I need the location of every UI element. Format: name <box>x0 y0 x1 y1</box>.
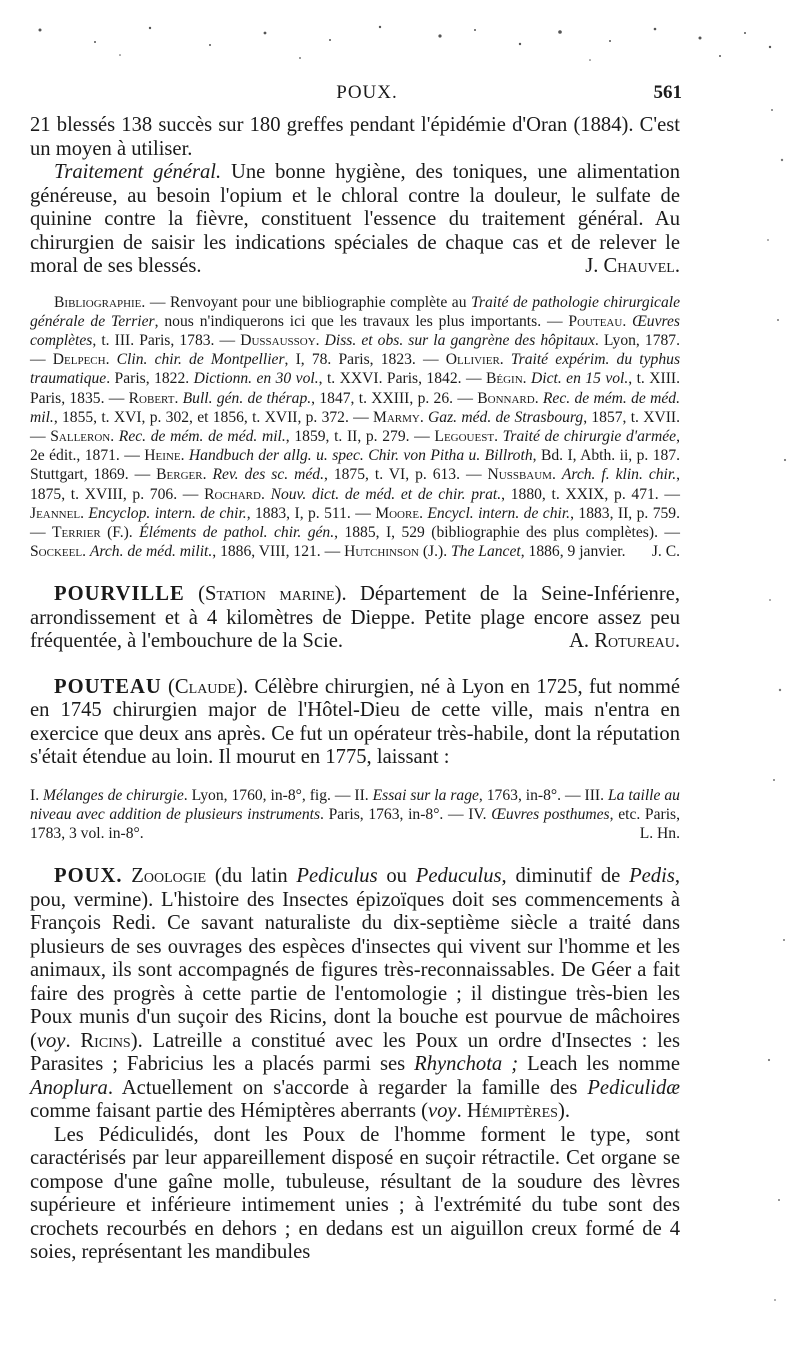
text-run: comme faisant partie des Hémiptères aberrants ( <box>30 1100 428 1123</box>
text-run: , 1763, in-8°. — III. <box>478 786 608 804</box>
italic-run: Bull. gén. de thérap. <box>182 389 312 407</box>
small-caps-run: Bégin <box>485 370 523 388</box>
italic-run: Œuvres complètes <box>30 312 680 349</box>
bibliography-signature: J. C. <box>651 543 680 561</box>
italic-run: Pedis <box>629 865 675 888</box>
small-caps-run: Salleron <box>50 427 111 445</box>
text-run: . <box>105 351 117 369</box>
text-run: , 1880, t. XXIX, p. 471. — <box>501 485 680 503</box>
text-run: . <box>456 1100 467 1123</box>
text-run: . <box>534 389 543 407</box>
italic-run: voy <box>36 1029 66 1052</box>
text-run: . <box>622 312 633 330</box>
italic-run: Rec. de mém. de méd. mil. <box>30 389 681 426</box>
text-run: (J.). <box>418 543 451 561</box>
text-run: , 1883, II, p. 759. — <box>30 504 680 541</box>
text-run: , diminutif de <box>501 865 630 888</box>
small-caps-run: Ollivier <box>445 351 500 369</box>
entry-qualifier: (Station marine). <box>198 583 347 606</box>
italic-run: Pediculus <box>296 865 378 888</box>
italic-run: Dict. en 15 vol. <box>530 370 629 388</box>
text-run: . Lyon, 1787. — <box>30 331 680 369</box>
text-run: , Bd. I, Abth. ii, p. 187. Stuttgart, 1869. — <box>30 447 681 484</box>
text-run: . Lyon, 1760, in-8°, fig. — II. <box>183 786 373 804</box>
entry-text <box>30 865 680 1122</box>
text-run: , nous n'indiquerons ici que les travaux les plus importants. — <box>154 312 569 330</box>
text-run: — Renvoyant pour une bibliographie complète au <box>145 293 472 311</box>
small-caps-run: Ricins <box>80 1029 131 1052</box>
text-run: . Actuellement on s'accorde à regarder la famille des <box>107 1076 588 1099</box>
text-run: . <box>110 427 119 445</box>
text-run: . <box>80 504 89 522</box>
text-run: , I, 78. Paris, 1823. — <box>284 351 446 369</box>
italic-run: Encyclop. intern. de chir. <box>88 504 247 522</box>
italic-run: Traité de chirurgie d'armée <box>502 427 677 445</box>
author-signature: A. Rotureau. <box>569 630 680 653</box>
text-run: . <box>174 389 183 407</box>
small-caps-run: Terrier <box>52 523 101 541</box>
text-run: . <box>494 427 503 445</box>
small-caps-run: Hémiptères <box>466 1100 558 1123</box>
text-run: , 1859, t. II, p. 279. — <box>285 427 435 445</box>
text-run: . <box>419 408 429 426</box>
small-caps-run: Rochard <box>204 485 261 503</box>
italic-run: Gaz. méd. de Strasbourg <box>428 408 584 426</box>
page-body <box>30 114 680 1265</box>
text-run: , 1885, I, 529 (bibliographie des plus complètes). — <box>334 523 680 541</box>
small-caps-run: Sockeel <box>30 543 83 561</box>
entry-poux <box>30 865 680 1265</box>
entry-headword: POURVILLE <box>54 583 185 606</box>
italic-run: Mélanges de chirurgie <box>43 786 184 804</box>
small-caps-run: Robert <box>128 389 175 407</box>
text-run: . <box>202 466 213 484</box>
entry-headword: POUX. <box>54 865 123 888</box>
text-run: , t. XXVI. Paris, 1842. — <box>318 370 486 388</box>
italic-run: Rhynchota ; <box>414 1053 519 1076</box>
author-signature: J. Chauvel. <box>585 255 680 277</box>
small-caps-run: Heine <box>144 447 181 465</box>
text-run: . <box>260 485 271 503</box>
italic-run: Encycl. intern. de chir. <box>427 504 571 522</box>
entry-headword: POUTEAU <box>54 675 162 698</box>
entry-pouteau-text <box>30 676 680 770</box>
italic-run: Arch. de méd. milit. <box>89 543 213 561</box>
small-caps-run: Zoologie <box>131 865 207 888</box>
text-run: . <box>82 543 90 561</box>
paragraph-text: 21 blessés 138 succès sur 180 greffes pendant l'épidémie d'Oran (1884). C'est un moyen à utiliser. <box>30 114 680 160</box>
text-run: (F.). <box>100 523 140 541</box>
text-run: , pou, vermine). L'histoire des Insectes épizoïques doit ses commencements à François Redi. Ce savant naturaliste du dix-septième siècle a traité dans plusieurs de ses ouvrages des espèces d'insectes qui vivent sur l'homme et les animaux, ils sont accompagnés de figures très-reconnaissables. De Géer a fait faire des progrès à cette partie de l'entomologie ; il distingue très-bien les Poux munis d'un suçoir des Ricins, dont la bouche est pourvue de mâchoires ( <box>30 865 680 1052</box>
small-caps-run: Jeannel <box>30 504 81 522</box>
entry-text: Célèbre chirurgien, né à Lyon en 1725, fut nommé en 1745 chirurgien major de l'Hôtel-Dieu de cette ville, mais n'entra en exercice que deux ans après. Ce fut un opérateur très-habile, dont la réputation s'était étendue au loin. Il mourut en 1775, laissant : <box>30 675 680 769</box>
italic-run: Peduculus <box>415 865 502 888</box>
text-run <box>123 865 132 887</box>
text-run: , 1886, VIII, 121. — <box>212 543 345 561</box>
small-caps-run: Legouest <box>434 427 495 445</box>
italic-run: Éléments de pathol. chir. gén. <box>139 523 335 541</box>
page-header <box>52 82 682 108</box>
text-run: Leach les nomme <box>518 1053 680 1076</box>
text-run: , etc. Paris, 1783, 3 vol. in-8°. <box>30 806 681 843</box>
chauvel-paragraph-1 <box>30 114 680 161</box>
section-label: Traitement général. <box>54 161 222 183</box>
text-run: , 1875, t. XVIII, p. 706. — <box>30 466 681 503</box>
text-run: , t. XIII. Paris, 1835. — <box>30 370 680 407</box>
small-caps-run: Moore <box>375 504 420 522</box>
text-run: ). <box>557 1100 570 1123</box>
entry-pouteau-works <box>30 786 680 844</box>
bibliography-label: Bibliographie. <box>54 293 146 311</box>
text-run: (du latin <box>206 865 297 888</box>
italic-run: Anoplura <box>30 1076 108 1099</box>
small-caps-run: Bonnard <box>477 389 535 407</box>
text-run: . <box>65 1029 81 1052</box>
entry-poux-paragraph-2 <box>30 1124 680 1265</box>
italic-run: La taille au niveau avec addition de plusieurs instruments <box>30 786 680 824</box>
text-run: , 1855, t. XVI, p. 302, et 1856, t. XVII, p. 372. — <box>53 408 373 426</box>
bibliography <box>30 293 680 562</box>
italic-run: Rev. des sc. méd. <box>212 466 324 484</box>
italic-run: Handbuch der allg. u. spec. Chir. von Pitha u. Billroth <box>188 447 533 465</box>
bibliography-entries <box>30 294 680 561</box>
text-run: . <box>419 504 428 522</box>
italic-run: Clin. chir. de Montpellier <box>116 351 285 369</box>
scan-edge-noise <box>0 0 800 70</box>
entry-pourville-text <box>30 583 680 654</box>
text-run: , 1875, t. VI, p. 613. — <box>323 466 488 484</box>
italic-run: Rec. de mém. de méd. mil. <box>118 427 286 445</box>
text-run: , 1883, I, p. 511. — <box>246 504 376 522</box>
text-run: . <box>499 351 511 369</box>
entry-poux-paragraph-1 <box>30 865 680 1124</box>
entry-text: Département de la Seine-Inférienre, arrondissement et à 4 kilomètres de Dieppe. Petite plage encore assez peu fréquentée, à l'embouchure de la Scie. <box>30 583 680 653</box>
text-run: . <box>551 466 562 484</box>
italic-run: Pediculidæ <box>587 1076 680 1099</box>
small-caps-run: Delpech <box>52 351 106 369</box>
small-caps-run: Dussaussoy <box>240 331 316 349</box>
text-run: ). Latreille a constitué avec les Poux un ordre d'Insectes : les Parasites ; Fabricius les a placés parmi ses <box>30 1029 680 1076</box>
page-number: 561 <box>653 82 682 103</box>
text-run: , 1857, t. XVII. — <box>30 408 681 445</box>
scan-margin-noise <box>760 80 800 1330</box>
text-run: ou <box>377 865 416 888</box>
text-run: . <box>180 447 189 465</box>
entry-pouteau <box>30 676 680 844</box>
entry-qualifier: (Claude). <box>168 675 249 698</box>
small-caps-run: Pouteau <box>568 312 623 330</box>
text-run: , t. III. Paris, 1783. — <box>92 331 241 349</box>
small-caps-run: Hutchinson <box>344 543 419 561</box>
italic-run: voy <box>427 1100 457 1123</box>
italic-run: Essai sur la rage <box>372 786 479 804</box>
entry-text: Les Pédiculidés, dont les Poux de l'homme forment le type, sont caractérisés par leur appareillement disposé en suçoir rétractile. Cet organe se compose d'une gaîne molle, tubuleuse, résultant de la soudure des lèvres supérieure et inférieure intimement unies ; à l'extrémité du tube sont des crochets recourbés en dehors ; en dedans est un aiguillon creux formé de 4 soies, représentant les mandibules <box>30 1123 680 1264</box>
author-signature: L. Hn. <box>639 825 680 843</box>
text-run: . Paris, 1822. <box>106 370 194 388</box>
small-caps-run: Marmy <box>373 408 420 426</box>
italic-run: Traité de pathologie chirurgicale générale de Terrier <box>30 293 680 330</box>
italic-run: Traité expérim. du typhus traumatique <box>30 351 681 388</box>
text-run: I. <box>30 786 44 804</box>
italic-run: Arch. f. klin. chir. <box>561 466 677 484</box>
italic-run: Dictionn. en 30 vol. <box>193 370 319 388</box>
small-caps-run: Berger <box>156 466 203 484</box>
entry-pourville <box>30 583 680 654</box>
italic-run: Œuvres posthumes <box>491 806 610 824</box>
paragraph-text: Une bonne hygiène, des toniques, une alimentation généreuse, au besoin l'opium et le chloral contre la douleur, le sulfate de quinine contre la fièvre, constituent l'essence du traitement général. Au chirurgien de saisir les indications spéciales de chaque cas et de relever le moral de ses blessés. <box>30 161 680 277</box>
works-list <box>30 787 680 842</box>
text-run: , 1847, t. XXIII, p. 26. — <box>311 389 478 407</box>
italic-run: Nouv. dict. de méd. et de chir. prat. <box>270 485 502 503</box>
chauvel-paragraph-2 <box>30 161 680 279</box>
text-run: . <box>315 331 325 349</box>
running-head: POUX. <box>336 82 398 103</box>
text-run: , 2e édit., 1871. — <box>30 427 680 465</box>
italic-run: Diss. et obs. sur la gangrène des hôpitaux <box>324 331 595 349</box>
text-run: , 1886, 9 janvier. <box>520 543 626 561</box>
text-run: . <box>522 370 531 388</box>
small-caps-run: Nussbaum <box>487 466 552 484</box>
text-run: . Paris, 1763, in-8°. — IV. <box>320 806 492 824</box>
italic-run: The Lancet <box>451 543 521 561</box>
